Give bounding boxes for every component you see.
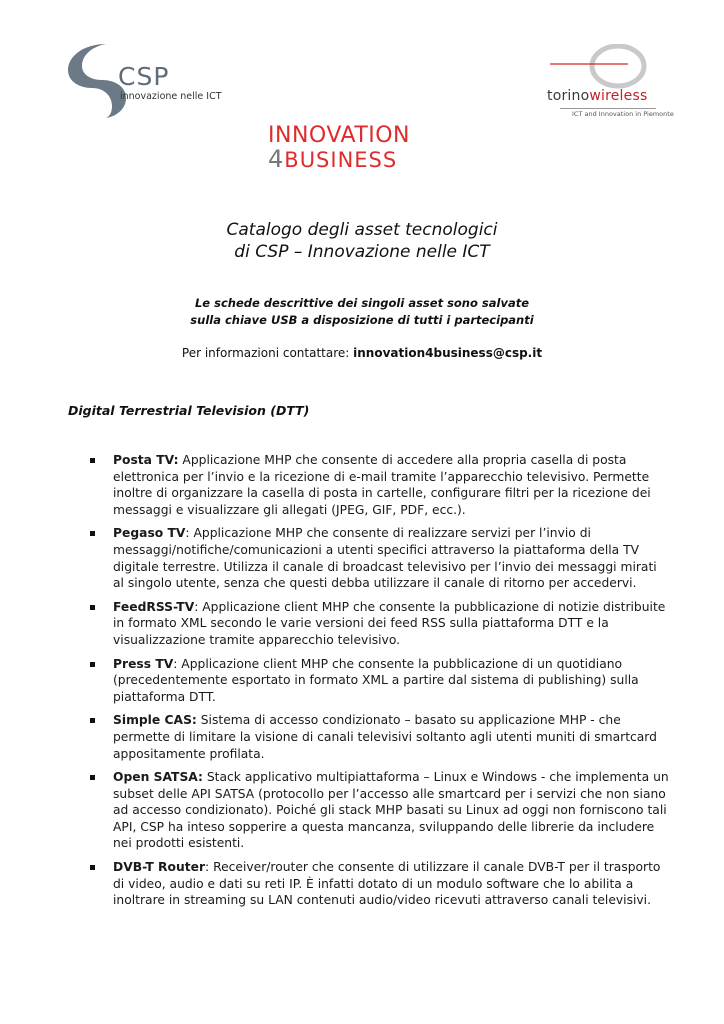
item-name: Pegaso TV: [113, 526, 186, 541]
torinowireless-logo-name: [547, 88, 647, 104]
torinowireless-name-part1: torino: [547, 88, 590, 104]
torinowireless-name-part2: wireless: [589, 88, 648, 104]
bullet-icon: [90, 531, 95, 536]
asset-list: [90, 452, 670, 916]
item-text: : Applicazione client MHP che consente la pubblicazione di un quotidiano (precedentemente esportato in formato XML a partire dal sistema di publishing) sulla piattaforma DTT.: [113, 656, 639, 704]
innovation4business-logo: [268, 124, 464, 171]
section-title: Digital Terrestrial Television (DTT): [68, 403, 310, 418]
list-item: [90, 452, 670, 518]
list-item: [90, 599, 670, 649]
contact-label: Per informazioni contattare:: [181, 346, 354, 360]
bullet-icon: [90, 718, 95, 723]
list-item: [90, 656, 670, 706]
item-name: Simple CAS:: [113, 713, 197, 728]
bullet-icon: [90, 775, 95, 780]
list-item: [90, 525, 670, 591]
bullet-icon: [90, 458, 95, 463]
contact-email: innovation4business@csp.it: [353, 346, 543, 360]
contact-line: [0, 346, 724, 360]
innovation4business-number: 4: [268, 145, 285, 173]
innovation4business-line1: INNOVATION: [268, 123, 411, 148]
subtitle-line1: Le schede descrittive dei singoli asset sono salvate: [194, 296, 530, 310]
list-item: [90, 859, 670, 909]
item-name: Posta TV:: [113, 453, 179, 467]
page-title-line1: Catalogo degli asset tecnologici: [226, 220, 498, 240]
list-item: [90, 712, 670, 762]
item-name: DVB-T Router: [113, 860, 206, 875]
item-text: : Receiver/router che consente di utilizzare il canale DVB-T per il trasporto di video, audio e dati su reti IP. È infatti dotato di un modulo software che lo abilita a inoltrare in streaming su LAN contenuti audio/video ricevuti attraverso canali televisivi.: [113, 860, 661, 908]
subtitle-line2: sulla chiave USB a disposizione di tutti i partecipanti: [190, 313, 534, 327]
torinowireless-divider: [560, 108, 656, 109]
item-text: Stack applicativo multipiattaforma – Linux e Windows - che implementa un subset delle API SATSA (protocollo per l’accesso alle smartcard per i servizi che non siano ad accesso condizionato). Poiché gli stack MHP basati su Linux ad oggi non forniscono tali API, CSP ha inteso sopperire a questa mancanza, sviluppando delle librerie da includere nei prodotti esistenti.: [113, 770, 669, 851]
item-text: : Applicazione client MHP che consente la pubblicazione di notizie distribuite in formato XML secondo le varie versioni dei feed RSS sulla piattaforma DTT e la visualizzazione tramite apparecchio televisivo.: [113, 599, 666, 647]
item-text: Applicazione MHP che consente di accedere alla propria casella di posta elettronica per l’invio e la ricezione di e-mail tramite l’apparecchio televisivo. Permette inoltre di organizzare la casella di posta in cartelle, configurare filtri per la ricezione dei messaggi e visualizzare gli allegati (JPEG, GIF, PDF, ecc.).: [113, 453, 651, 517]
torinowireless-logo-tagline: ICT and Innovation in Piemonte: [572, 110, 674, 118]
bullet-icon: [90, 865, 95, 870]
list-item: [90, 769, 670, 852]
item-text: Sistema di accesso condizionato – basato su applicazione MHP - che permette di limitare la visione di canali televisivi soltanto agli utenti muniti di smartcard appositamente profilata.: [113, 713, 657, 761]
page-title-line2: di CSP – Innovazione nelle ICT: [234, 242, 490, 262]
bullet-icon: [90, 662, 95, 667]
innovation4business-line2: [268, 145, 464, 173]
csp-logo-tagline: innovazione nelle ICT: [120, 91, 222, 102]
item-name: Open SATSA:: [113, 770, 203, 785]
item-text: : Applicazione MHP che consente di realizzare servizi per l’invio di messaggi/notifiche/comunicazioni a utenti specifici attraverso la piattaforma della TV digitale terrestre. Utilizza il canale di broadcast televisivo per l’invio dei messaggi mirati al singolo utente, senza che questi debba utilizzare il canale di ritorno per accedervi.: [113, 526, 657, 591]
bullet-icon: [90, 605, 95, 610]
torinowireless-logo-icon: [548, 44, 658, 94]
innovation4business-word: BUSINESS: [284, 148, 398, 172]
csp-logo-name: CSP: [118, 62, 170, 91]
item-name: FeedRSS-TV: [113, 599, 195, 614]
item-name: Press TV: [113, 656, 174, 671]
